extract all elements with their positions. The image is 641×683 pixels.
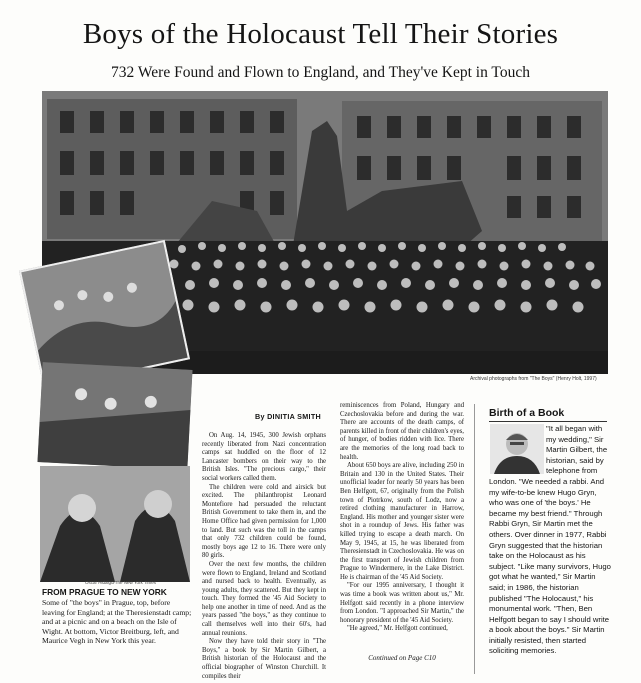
sidebar-body: "It all began with my wedding," Sir Martin Gilbert, the historian, said by telephone from London. "We needed a rabbi. And my wife-to-be knew Hugo Gryn, who was one of 'the boys.' He became my best friend." Through Rabbi Gryn, Sir Martin met the others. Over dinner in 1977, Rabbi Gryn suggested that the historian take on the Holocaust as his subject. "Like many survivors, Hugo got what he wanted," Sir Martin said; in 1986, the historian published "The Holocaust," his monumental work. "Then, Ben Helfgott began to say I should write a book about the boys." Sir Martin initially resisted, then started soliciting memories. (489, 424, 611, 656)
paragraph: reminiscences from Poland, Hungary and Czechoslovakia before and during the war. There are accounts of the death camps, of parents killed in front of their children's eyes, of hunger, of bodies ridden with lice. There are the memories of the long road back to health. (340, 402, 464, 461)
collage-photo-new-york (40, 466, 190, 582)
sidebar-title-rule (489, 421, 607, 422)
article-column-2 (340, 402, 464, 634)
headline: Boys of the Holocaust Tell Their Stories (82, 18, 559, 50)
paragraph: Over the next few months, the children were flown to England, Ireland and Scotland and nursed back to health. Eventually, as young adults, they scattered. But they kept in touch. They formed the '45 Aid Society to help one another in time of need. And as the years passed "the boys," as they continue to call themselves well into their 60's, had annual reunions. (202, 560, 326, 637)
main-photo-credit: Archival photographs from "The Boys" (Henry Holt, 1997) (470, 376, 597, 382)
paragraph: The children were cold and airsick but excited. The philanthropist Leonard Montefiore had persuaded the reluctant British Government to take them in, and the Home Office had given permission for 1,000 to land. But such was the toll in the camps that only 732 children could be found, mostly boys age 12 to 16. There were only 80 girls. (202, 483, 326, 560)
byline: By DINITIA SMITH (254, 412, 322, 421)
sidebar-divider (474, 404, 475, 674)
paragraph: "He agreed," Mr. Helfgott continued, (347, 625, 448, 633)
continued-note: Continued on Page C10 (368, 654, 436, 662)
caption-text: Some of "the boys" in Prague, top, before leaving for England; at the Theresienstadt camp; and at a picnic and on a beach on the Isle of Wight. At bottom, Victor Breitburg, left, and Maurice Vegh in New York this year. (42, 598, 192, 646)
sidebar-text (489, 424, 611, 657)
caption-heading: FROM PRAGUE TO NEW YORK (42, 587, 167, 597)
article-column-1 (202, 432, 326, 681)
paragraph: Now they have told their story in "The Boys," a book by Sir Martin Gilbert, a British historian of the Holocaust and the official biographer of Winston Churchill. It compiles their (202, 638, 326, 680)
paragraph: "For our 1995 anniversary, I thought it was time a book was written about us," Mr. Helfgott said recently in a phone interview from London. "I approached Sir Martin," the honorary president of the '45 Aid Society. (340, 582, 464, 624)
subheadline: 732 Were Found and Flown to England, and They've Kept in Touch (111, 64, 530, 81)
sidebar-title: Birth of a Book (489, 407, 565, 419)
small-photo-credit: Oscar Hidalgo/The New York Times (85, 580, 157, 585)
paragraph: On Aug. 14, 1945, 300 Jewish orphans recently liberated from Nazi concentration camps sat huddled on the floor of 12 Lancaster bombers on their way to the British Isles. "The precious cargo," their social workers called them. (202, 432, 326, 482)
paragraph: About 650 boys are alive, including 250 in Britain and 130 in the United States. Their unofficial leader for nearly 50 years has been Ben Helfgott, 67, originally from the Polish town of Piotrkow, south of Lodz, now a retired clothing manufacturer in Harrow, England. His mother and younger sister were shot in a roundup of Jews. His father was killed trying to escape a death march. On May 9, 1945, at 15, he was liberated from Theresienstadt in Czechoslovakia. He was on the first transport of Jewish children from Prague to Windermere, in the Lake District. He is chairman of the '45 Aid Society. (340, 462, 464, 581)
collage-photo-picnic (37, 362, 192, 470)
